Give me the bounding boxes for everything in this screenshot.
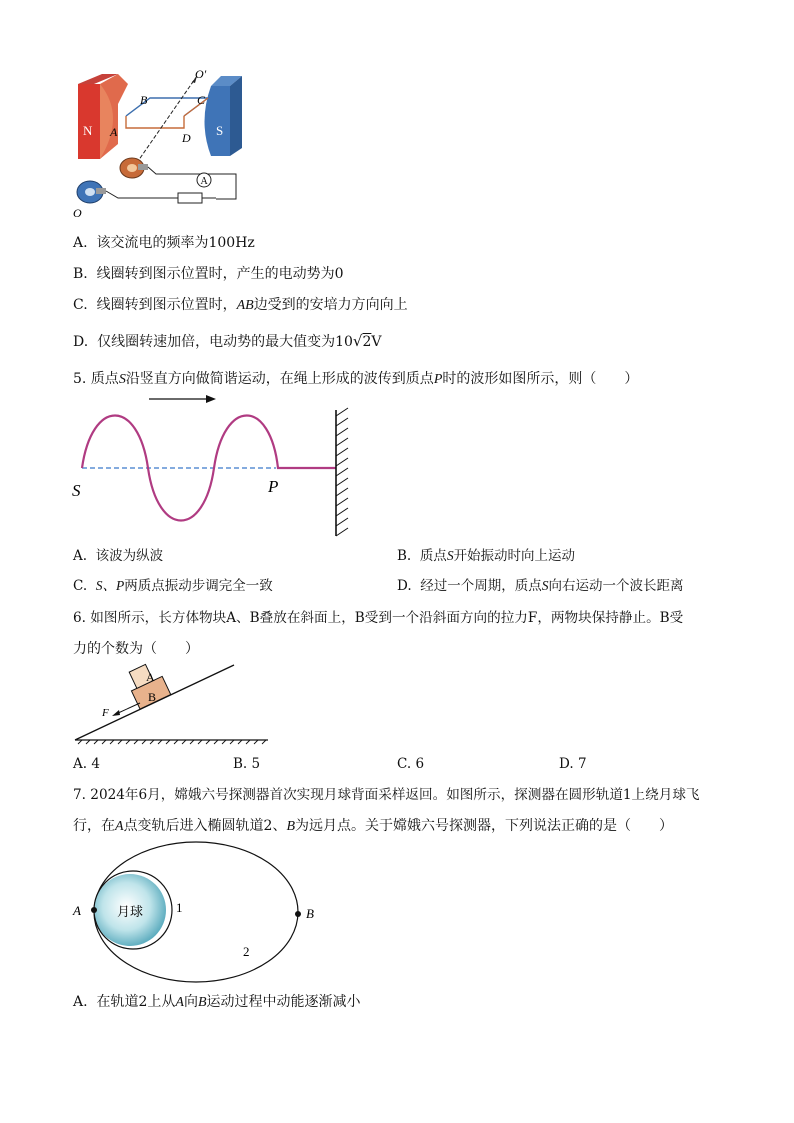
q4-option-b: B. 线圈转到图示位置时，产生的电动势为0 (73, 266, 344, 282)
force-f-label: F (102, 707, 109, 719)
q7-stem-line1: 7. 2024年6月，嫦娥六号探测器首次实现月球背面采样返回。如图所示，探测器在圆形轨道1上绕月球飞 (73, 787, 700, 803)
generator-figure (66, 64, 256, 222)
wave-label-s: S (72, 481, 81, 500)
q4-option-c: C. 线圈转到图示位置时，AB边受到的安培力方向向上 (73, 297, 408, 313)
q6-option-a: A. 4 (73, 756, 100, 772)
orbit-point-b-label: B (306, 906, 314, 921)
orbit-point-a-label: A (73, 903, 81, 918)
q6-option-b: B. 5 (233, 756, 261, 772)
orbit-figure (68, 836, 328, 986)
coil-label-c: C (197, 93, 206, 107)
q6-stem-line2: 力的个数为（ ） (73, 641, 199, 657)
wave-figure (70, 388, 370, 538)
coil-label-d: D (182, 131, 191, 145)
pole-s-label: S (216, 123, 224, 138)
orbit-2-label: 2 (243, 944, 250, 959)
q6-stem-line1: 6. 如图所示，长方体物块A、B叠放在斜面上，B受到一个沿斜面方向的拉力F，两物块保持静止。B受 (73, 610, 684, 626)
q7-stem-line2: 行，在A点变轨后进入椭圆轨道2、B为远月点。关于嫦娥六号探测器，下列说法正确的是（ ） (73, 818, 674, 834)
orbit-1-label: 1 (176, 900, 183, 915)
q5-option-c: C. S、P两质点振动步调完全一致 (73, 578, 273, 594)
axis-label-bottom: O (73, 206, 82, 220)
ammeter-label: A (200, 176, 208, 187)
emf-value: 10√2V (335, 332, 382, 350)
q5-stem: 5. 质点S沿竖直方向做简谐运动，在绳上形成的波传到质点P时的波形如图所示，则（ ） (73, 371, 639, 387)
wave-label-p: P (268, 477, 279, 496)
q6-option-c: C. 6 (397, 756, 425, 772)
q5-option-a: A. 该波为纵波 (73, 548, 164, 564)
block-b-label: B (148, 690, 157, 704)
incline-figure (70, 660, 275, 748)
pole-n-label: N (83, 123, 93, 138)
q7-option-a: A. 在轨道2上从A向B运动过程中动能逐渐减小 (73, 994, 361, 1010)
q6-option-d: D. 7 (559, 756, 587, 772)
block-a-label: A (146, 670, 155, 684)
moon-label: 月球 (117, 904, 144, 919)
q4-option-a: A. 该交流电的频率为100Hz (73, 235, 255, 251)
coil-label-b: B (140, 93, 148, 107)
q4-option-d: D. 仅线圈转速加倍，电动势的最大值变为10√2V (73, 332, 382, 350)
q5-option-b: B. 质点S开始振动时向上运动 (397, 548, 576, 564)
axis-label-top: O' (195, 67, 207, 81)
coil-label-a: A (110, 125, 118, 139)
q5-option-d: D. 经过一个周期，质点S向右运动一个波长距离 (397, 578, 684, 594)
